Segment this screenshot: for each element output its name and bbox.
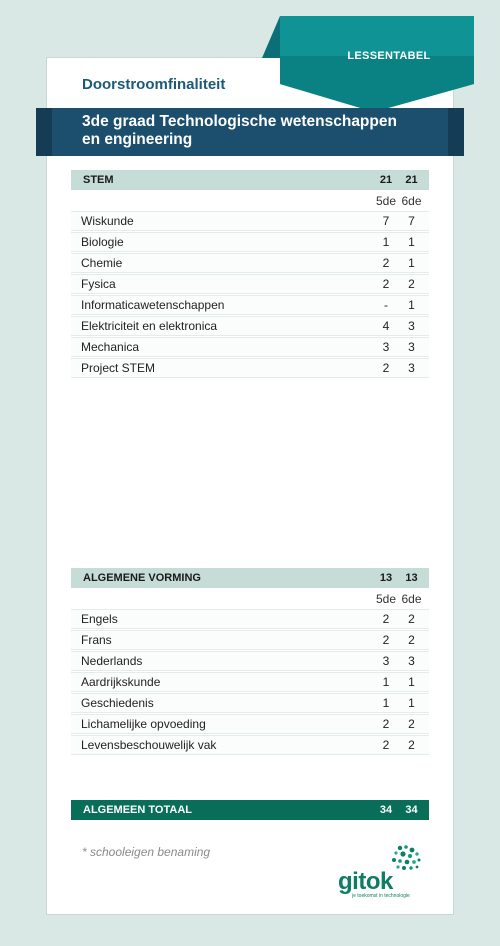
table-row — [71, 274, 429, 294]
totaal-6: 34 — [405, 804, 418, 816]
hours-6de: 1 — [408, 675, 415, 689]
stem-header — [71, 170, 429, 190]
table-row — [71, 316, 429, 336]
subject-name: Lichamelijke opvoeding — [81, 717, 206, 731]
table-row — [71, 232, 429, 252]
subject-name: Nederlands — [81, 654, 143, 668]
table-row — [71, 609, 429, 629]
hours-5de: 1 — [382, 696, 390, 710]
hours-5de: 3 — [382, 654, 390, 668]
hours-5de: 1 — [382, 235, 390, 249]
stem-rows — [71, 211, 429, 378]
hours-6de: 1 — [408, 696, 415, 710]
subject-name: Fysica — [81, 277, 116, 291]
logo-wordmark: gitok — [338, 868, 393, 895]
title-line-1: 3de graad Technologische wetenschappen — [82, 113, 397, 130]
page-subtitle: Doorstroomfinaliteit — [82, 76, 226, 93]
tag-label: LESSENTABEL — [347, 50, 431, 62]
gitok-logo — [338, 842, 428, 902]
ribbon-tag-shape — [262, 16, 474, 112]
title-line-2: en engineering — [82, 131, 193, 148]
hours-6de: 2 — [408, 612, 415, 626]
hours-5de: 2 — [382, 361, 390, 375]
totaal-5: 34 — [379, 804, 393, 816]
subject-name: Biologie — [81, 235, 124, 249]
algemene-section — [71, 568, 429, 756]
hours-5de: 2 — [382, 277, 390, 291]
algemene-title: ALGEMENE VORMING — [83, 572, 201, 584]
title-banner — [36, 108, 464, 158]
year-header — [71, 588, 429, 609]
lessentabel-tag — [262, 16, 474, 112]
hours-5de: 1 — [382, 675, 390, 689]
stem-section — [71, 170, 429, 379]
hours-6de: 2 — [408, 277, 415, 291]
hours-5de: 7 — [382, 214, 390, 228]
algemene-rows — [71, 609, 429, 755]
hours-5de: 3 — [382, 340, 390, 354]
table-row — [71, 295, 429, 315]
hours-5de: 2 — [382, 717, 390, 731]
hours-6de: 2 — [408, 633, 415, 647]
table-row — [71, 672, 429, 692]
table-row — [71, 337, 429, 357]
hours-6de: 1 — [408, 235, 415, 249]
subject-name: Levensbeschouwelijk vak — [81, 738, 217, 752]
hours-6de: 2 — [408, 717, 415, 731]
hours-5de: 4 — [382, 319, 390, 333]
hours-5de: 2 — [382, 738, 390, 752]
table-row — [71, 651, 429, 671]
stem-title: STEM — [83, 174, 114, 186]
hours-6de: 3 — [408, 361, 415, 375]
year-5-label: 5de — [375, 591, 397, 606]
hours-6de: 3 — [408, 319, 415, 333]
hours-6de: 1 — [408, 298, 415, 312]
totaal-title: ALGEMEEN TOTAAL — [83, 804, 192, 816]
subject-name: Wiskunde — [81, 214, 134, 228]
table-row — [71, 714, 429, 734]
totaal-section — [71, 800, 429, 820]
subject-name: Engels — [81, 612, 118, 626]
year-header — [71, 190, 429, 211]
year-6-label: 6de — [401, 193, 422, 208]
stem-total-5: 21 — [379, 174, 393, 186]
algemene-total-6: 13 — [405, 572, 418, 584]
subject-name: Chemie — [81, 256, 123, 270]
table-row — [71, 358, 429, 378]
year-6-label: 6de — [401, 591, 422, 606]
table-row — [71, 253, 429, 273]
page-title — [82, 113, 442, 149]
hours-5de: 2 — [382, 633, 390, 647]
subject-name: Project STEM — [81, 361, 156, 375]
hours-5de: 2 — [382, 256, 390, 270]
table-row — [71, 630, 429, 650]
hours-6de: 1 — [408, 256, 415, 270]
subject-name: Elektriciteit en elektronica — [81, 319, 218, 333]
table-row — [71, 735, 429, 755]
algemene-total-5: 13 — [379, 572, 393, 584]
hours-5de: 2 — [382, 612, 390, 626]
hours-6de: 3 — [408, 654, 415, 668]
subject-name: Mechanica — [81, 340, 140, 354]
logo-tagline: je toekomst in technologie — [352, 893, 410, 899]
subject-name: Aardrijkskunde — [81, 675, 161, 689]
footnote: * schooleigen benaming — [82, 845, 211, 859]
subject-name: Frans — [81, 633, 112, 647]
hours-6de: 7 — [408, 214, 415, 228]
table-row — [71, 693, 429, 713]
hours-6de: 2 — [408, 738, 415, 752]
hours-5de: - — [384, 298, 388, 312]
algemene-header — [71, 568, 429, 588]
totaal-header — [71, 800, 429, 820]
hours-6de: 3 — [408, 340, 415, 354]
table-row — [71, 211, 429, 231]
year-5-label: 5de — [375, 193, 397, 208]
subject-name: Informaticawetenschappen — [81, 298, 225, 312]
subject-name: Geschiedenis — [81, 696, 154, 710]
stem-total-6: 21 — [405, 174, 418, 186]
